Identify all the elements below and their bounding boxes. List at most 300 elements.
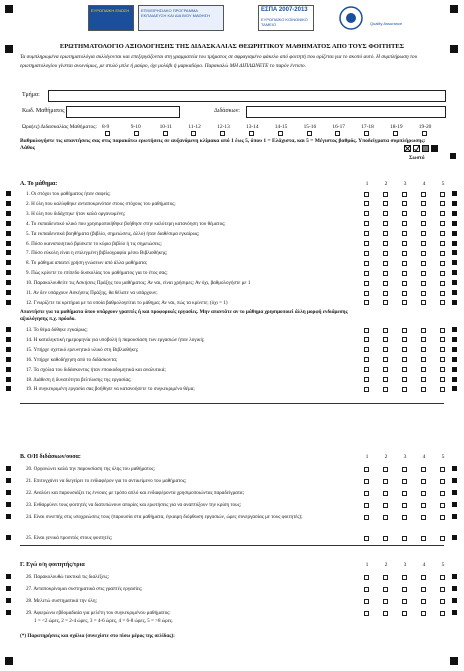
rating-checkbox[interactable] [402, 241, 407, 246]
rating-checkbox[interactable] [364, 192, 369, 197]
row-registration-mark [452, 250, 457, 255]
rating-checkbox[interactable] [402, 291, 407, 296]
hour-slot-checkbox[interactable] [364, 131, 369, 136]
department-label: Τμήμα: [22, 92, 40, 98]
rating-checkbox[interactable] [421, 611, 426, 616]
rating-checkbox[interactable] [440, 575, 445, 580]
rating-checkbox[interactable] [402, 587, 407, 592]
rating-checkbox[interactable] [364, 357, 369, 362]
section-divider [20, 403, 444, 404]
rating-checkbox[interactable] [383, 347, 388, 352]
rating-checkbox[interactable] [383, 300, 388, 305]
rating-checkbox[interactable] [383, 211, 388, 216]
rating-column-header: 3 [403, 562, 407, 568]
hour-slot-checkbox[interactable] [191, 131, 196, 136]
row-registration-mark [6, 357, 11, 362]
question-text: 12. Γνωρίζετε τα κριτήρια με τα οποία βαθμολογείται το μάθημα; Αν ναι, πώς τα κρίνετε; (όχι = 1) [26, 299, 228, 306]
hour-slot-label: 11-12 [188, 124, 201, 130]
row-registration-mark [6, 221, 11, 226]
question-text: 19. Η συγκεκριμένη εργασία σας βοήθησε να κατανοήσετε το συγκεκριμένο θέμα; [26, 386, 195, 393]
rating-checkbox[interactable] [440, 357, 445, 362]
rating-checkbox[interactable] [383, 611, 388, 616]
rating-checkbox[interactable] [364, 221, 369, 226]
rating-checkbox[interactable] [440, 479, 445, 484]
rating-checkbox[interactable] [402, 611, 407, 616]
hour-slot-label: 15-16 [303, 124, 317, 130]
rating-column-header: 1 [365, 181, 369, 187]
rating-checkbox[interactable] [383, 536, 388, 541]
row-registration-mark [6, 377, 11, 382]
rating-checkbox[interactable] [421, 300, 426, 305]
row-registration-mark [452, 357, 457, 362]
hour-slot-label: 9-10 [130, 124, 141, 130]
rating-checkbox[interactable] [440, 261, 445, 266]
rating-checkbox[interactable] [364, 536, 369, 541]
rating-checkbox[interactable] [421, 231, 426, 236]
hour-slot-label: 10-11 [159, 124, 172, 130]
row-registration-mark [6, 191, 11, 196]
row-registration-mark [6, 231, 11, 236]
row-registration-mark [452, 502, 457, 507]
question-text: 11. Αν δεν υπάρχουν Ασκήσεις Πράξης, θα θέλατε να υπάρχουν; [26, 290, 158, 296]
quality-seal-icon [338, 5, 364, 31]
row-registration-mark [452, 337, 457, 342]
row-registration-mark [452, 466, 457, 471]
rating-checkbox[interactable] [421, 281, 426, 286]
rating-checkbox[interactable] [440, 337, 445, 342]
row-registration-mark [6, 201, 11, 206]
instructor-label: Διδάσκων: [214, 108, 240, 114]
rating-checkbox[interactable] [421, 347, 426, 352]
question-text: 23. Ενθαρρύνει τους φοιτητές να διατυπώνουν απορίες και ερωτήσεις για να αναπτύξουν την κρίση τους; [26, 502, 242, 508]
eu-flag-logo [88, 5, 134, 31]
row-registration-mark [6, 598, 11, 603]
espa-logo [258, 5, 314, 31]
row-registration-mark [6, 270, 11, 275]
rating-checkbox[interactable] [402, 251, 407, 256]
hour-slot-checkbox[interactable] [335, 131, 340, 136]
rating-checkbox[interactable] [421, 515, 426, 520]
rating-checkbox[interactable] [364, 387, 369, 392]
row-registration-mark [6, 574, 11, 579]
row-registration-mark [6, 327, 11, 332]
rating-checkbox[interactable] [402, 300, 407, 305]
rating-checkbox[interactable] [440, 491, 445, 496]
rating-checkbox[interactable] [421, 241, 426, 246]
hour-slot-checkbox[interactable] [307, 131, 312, 136]
rating-checkbox[interactable] [402, 221, 407, 226]
row-registration-mark [6, 514, 11, 519]
rating-checkbox[interactable] [364, 377, 369, 382]
quality-text: Quality Assurance [370, 21, 403, 26]
study-hours-scale: 1 = <2 ώρες, 2 = 2-4 ώρες, 3 = 4-6 ώρες, 4 = 6-8 ώρες, 5 = >8 ώρες. [34, 618, 174, 624]
registration-mark [5, 657, 13, 665]
question-text: 4. Το εκπαιδευτικό υλικό που χρησιμοποιήθηκε βοήθησε στην καλύτερη κατανόηση του θέματος; [26, 220, 226, 227]
row-registration-mark [6, 280, 11, 285]
question-text: 17. Τα σχόλια του διδάσκοντος ήταν εποικοδομητικά και αναλυτικά; [26, 366, 166, 373]
question-text: 22. Αναλύει και παρουσιάζει τις έννοιες με τρόπο απλό και ενδιαφέροντα χρησιμοποιώντας παραδείγματα; [26, 490, 245, 496]
registration-mark [450, 5, 458, 13]
rating-checkbox[interactable] [421, 251, 426, 256]
rating-checkbox[interactable] [402, 261, 407, 266]
rating-checkbox[interactable] [421, 261, 426, 266]
rating-checkbox[interactable] [421, 599, 426, 604]
rating-checkbox[interactable] [383, 261, 388, 266]
rating-column-header: 5 [441, 181, 445, 187]
rating-checkbox[interactable] [383, 281, 388, 286]
rating-checkbox[interactable] [364, 479, 369, 484]
row-registration-mark [452, 574, 457, 579]
rating-checkbox[interactable] [364, 611, 369, 616]
rating-checkbox[interactable] [440, 328, 445, 333]
row-registration-mark [452, 191, 457, 196]
rating-checkbox[interactable] [440, 587, 445, 592]
rating-checkbox[interactable] [421, 467, 426, 472]
rating-instructions: Βαθμολογήστε τις απαντήσεις σας στις παρακάτω ερωτήσεις σε αυξανόμενη κλίμακα από 1 έως 5, όπου 1 = Ελάχιστα, και 5 = Μέγιστος βαθμός. Υποδείγματα συμπλήρωσης: Λάθος [20, 138, 426, 151]
rating-checkbox[interactable] [440, 231, 445, 236]
question-text: 21. Επιτυγχάνει να διεγείρει το ενδιαφέρον για το αντικείμενο του μαθήματος; [26, 478, 187, 484]
correct-example-label: Σωστό [409, 155, 425, 161]
row-registration-mark [452, 535, 457, 540]
rating-column-header: 3 [403, 454, 407, 460]
rating-checkbox[interactable] [440, 281, 445, 286]
rating-checkbox[interactable] [383, 221, 388, 226]
rating-checkbox[interactable] [364, 271, 369, 276]
programme-logo [138, 5, 224, 31]
registration-mark [450, 153, 456, 159]
rating-checkbox[interactable] [421, 575, 426, 580]
question-text: 9. Πώς κρίνετε το επίπεδο δυσκολίας του μαθήματος για το έτος σας; [26, 270, 168, 277]
rating-checkbox[interactable] [421, 367, 426, 372]
registration-mark [450, 45, 458, 53]
department-field[interactable] [48, 90, 446, 102]
section-heading: Α. Το μάθημα: [20, 181, 58, 187]
row-registration-mark [452, 260, 457, 265]
rating-column-header: 4 [422, 454, 426, 460]
rating-checkbox[interactable] [383, 467, 388, 472]
rating-checkbox[interactable] [364, 231, 369, 236]
rating-checkbox[interactable] [402, 281, 407, 286]
question-text: 10. Παρακολουθείτε τις Ασκήσεις Πράξης του μαθήματος; Αν ναι, είναι χρήσιμες; Αν όχι, βαθμολογήστε με 1 [26, 280, 251, 287]
hour-slot-checkbox[interactable] [278, 131, 283, 136]
rating-checkbox[interactable] [364, 328, 369, 333]
rating-checkbox[interactable] [440, 611, 445, 616]
rating-checkbox[interactable] [383, 192, 388, 197]
espa-text: ΕΣΠΑ 2007-2013 [261, 7, 308, 13]
row-registration-mark [6, 466, 11, 471]
rating-checkbox[interactable] [402, 377, 407, 382]
rating-checkbox[interactable] [402, 367, 407, 372]
course-code-label: Κωδ. Μαθήματος : [22, 108, 68, 114]
rating-checkbox[interactable] [383, 357, 388, 362]
rating-checkbox[interactable] [364, 241, 369, 246]
row-registration-mark [452, 586, 457, 591]
rating-column-header: 2 [384, 181, 388, 187]
eu-flag-text: ΕΥΡΩΠΑΪΚΗ ΕΝΩΣΗ [91, 8, 130, 13]
rating-checkbox[interactable] [364, 515, 369, 520]
row-registration-mark [6, 367, 11, 372]
instructor-field[interactable] [246, 106, 446, 118]
rating-checkbox[interactable] [402, 357, 407, 362]
rating-checkbox[interactable] [402, 467, 407, 472]
question-text: 27. Ανταποκρίνομαι συστηματικά στις γραπτές εργασίες; [26, 586, 143, 592]
rating-column-header: 3 [403, 181, 407, 187]
hour-slot-label: 17-18 [361, 124, 374, 130]
rating-checkbox[interactable] [440, 503, 445, 508]
question-text: 2. Η ύλη που καλύφθηκε ανταποκρινόταν στους στόχους του μαθήματος; [26, 200, 176, 207]
rating-checkbox[interactable] [364, 491, 369, 496]
row-registration-mark [6, 347, 11, 352]
hour-slot-checkbox[interactable] [105, 131, 110, 136]
rating-checkbox[interactable] [383, 291, 388, 296]
row-registration-mark [6, 586, 11, 591]
hour-slot-label: 18-19 [390, 124, 403, 130]
rating-checkbox[interactable] [421, 211, 426, 216]
row-registration-mark [6, 250, 11, 255]
rating-checkbox[interactable] [364, 599, 369, 604]
row-registration-mark [6, 300, 11, 305]
question-text: 15. Υπήρχε σχετικό ερευνητικό υλικό στη Βιβλιοθήκη; [26, 346, 139, 353]
rating-checkbox[interactable] [364, 211, 369, 216]
rating-checkbox[interactable] [421, 201, 426, 206]
rating-checkbox[interactable] [383, 241, 388, 246]
rating-checkbox[interactable] [402, 479, 407, 484]
row-registration-mark [452, 221, 457, 226]
rating-checkbox[interactable] [364, 337, 369, 342]
question-text: 18. Διάθεση ή δυνατότητα βελτίωσης της εργασίας; [26, 376, 132, 383]
hour-slot-label: 8-9 [102, 124, 110, 130]
rating-checkbox[interactable] [440, 241, 445, 246]
row-registration-mark [452, 231, 457, 236]
assignment-note: Απαντήστε για τα μαθήματα όπου υπάρχουν γραπτές ή και προφορικές εργασίες. Μην απαντάτε αν το μάθημα χρησιμοποιεί άλλη μορφή ενδιάμεσης αξιολόγησης π.χ. πρόοδο. [20, 309, 348, 322]
row-registration-mark [6, 241, 11, 246]
hour-slot-checkbox[interactable] [134, 131, 139, 136]
rating-checkbox[interactable] [440, 192, 445, 197]
question-text: 3. Η ύλη που διδάχτηκε ήταν καλά οργανωμένη; [26, 210, 126, 217]
comments-note: (*) Παρατηρήσεις και σχόλια (συνεχίστε στο πίσω μέρος της σελίδας): [20, 633, 175, 639]
row-registration-mark [6, 386, 11, 391]
rating-checkbox[interactable] [421, 377, 426, 382]
rating-checkbox[interactable] [440, 201, 445, 206]
rating-column-header: 5 [441, 454, 445, 460]
rating-checkbox[interactable] [364, 587, 369, 592]
question-text: 25. Είναι γενικά προσιτός στους φοιτητές; [26, 535, 113, 541]
rating-checkbox[interactable] [383, 479, 388, 484]
row-registration-mark [452, 610, 457, 615]
rating-checkbox[interactable] [402, 201, 407, 206]
rating-column-header: 4 [422, 562, 426, 568]
rating-checkbox[interactable] [383, 377, 388, 382]
rating-checkbox[interactable] [421, 271, 426, 276]
row-registration-mark [452, 514, 457, 519]
rating-checkbox[interactable] [440, 377, 445, 382]
rating-checkbox[interactable] [383, 328, 388, 333]
registration-mark [5, 45, 13, 53]
row-registration-mark [452, 300, 457, 305]
rating-checkbox[interactable] [421, 387, 426, 392]
rating-checkbox[interactable] [364, 261, 369, 266]
hour-slot-label: 13-14 [246, 124, 259, 130]
rating-checkbox[interactable] [440, 367, 445, 372]
rating-column-header: 1 [365, 454, 369, 460]
row-registration-mark [452, 377, 457, 382]
row-registration-mark [452, 490, 457, 495]
rating-checkbox[interactable] [402, 328, 407, 333]
rating-checkbox[interactable] [440, 467, 445, 472]
rating-checkbox[interactable] [421, 337, 426, 342]
rating-checkbox[interactable] [402, 503, 407, 508]
rating-checkbox[interactable] [440, 515, 445, 520]
rating-checkbox[interactable] [421, 479, 426, 484]
question-text: 29. Αφιερώνω εβδομαδιαία για μελέτη του συγκεκριμένου μαθήματος: [26, 610, 171, 616]
rating-checkbox[interactable] [421, 491, 426, 496]
hour-slot-checkbox[interactable] [393, 131, 398, 136]
hour-slot-label: 16-17 [332, 124, 345, 130]
rating-checkbox[interactable] [402, 211, 407, 216]
rating-checkbox[interactable] [440, 291, 445, 296]
rating-checkbox[interactable] [383, 271, 388, 276]
rating-checkbox[interactable] [402, 515, 407, 520]
rating-checkbox[interactable] [421, 221, 426, 226]
rating-checkbox[interactable] [383, 515, 388, 520]
rating-checkbox[interactable] [440, 387, 445, 392]
question-text: 14. Η καταληκτική ημερομηνία για υποβολή ή παρουσίαση των εργασιών ήταν λογική; [26, 336, 205, 343]
rating-checkbox[interactable] [440, 221, 445, 226]
question-text: 5. Τα εκπαιδευτικά βοηθήματα (βιβλίο, σημειώσεις, άλλο) ήταν διαθέσιμα εγκαίρως; [26, 230, 200, 237]
rating-checkbox[interactable] [364, 367, 369, 372]
rating-checkbox[interactable] [440, 271, 445, 276]
rating-checkbox[interactable] [421, 192, 426, 197]
rating-checkbox[interactable] [402, 599, 407, 604]
espa-subtext: ΕΥΡΩΠΑΪΚΟ ΚΟΙΝΩΝΙΚΟ ΤΑΜΕΙΟ [261, 17, 308, 27]
hour-slot-checkbox[interactable] [163, 131, 168, 136]
rating-checkbox[interactable] [383, 587, 388, 592]
rating-checkbox[interactable] [383, 387, 388, 392]
hour-slot-checkbox[interactable] [220, 131, 225, 136]
rating-checkbox[interactable] [383, 367, 388, 372]
question-text: 6. Πόσο ικανοποιητικό βρίσκετε το κύριο βιβλίο ή τις σημειώσεις; [26, 240, 162, 247]
example-marks-icon [404, 145, 438, 152]
rating-checkbox[interactable] [364, 467, 369, 472]
rating-checkbox[interactable] [402, 491, 407, 496]
rating-checkbox[interactable] [402, 575, 407, 580]
rating-checkbox[interactable] [440, 599, 445, 604]
registration-mark [450, 657, 458, 665]
row-registration-mark [6, 260, 11, 265]
section-divider [20, 545, 444, 546]
rating-checkbox[interactable] [383, 503, 388, 508]
hour-slot-label: 14-15 [274, 124, 288, 130]
programme-text: ΕΠΙΧΕΙΡΗΣΙΑΚΟ ΠΡΟΓΡΑΜΜΑ ΕΚΠΑΙΔΕΥΣΗ ΚΑΙ ΔΙΑ ΒΙΟΥ ΜΑΘΗΣΗ [141, 8, 210, 18]
rating-checkbox[interactable] [440, 536, 445, 541]
rating-checkbox[interactable] [402, 337, 407, 342]
registration-mark [5, 5, 13, 13]
rating-checkbox[interactable] [421, 536, 426, 541]
rating-checkbox[interactable] [383, 491, 388, 496]
section-heading: Β. Ο/Η διδάσκων/ουσα: [20, 454, 81, 460]
row-registration-mark [6, 290, 11, 295]
rating-column-header: 4 [422, 181, 426, 187]
rating-checkbox[interactable] [383, 201, 388, 206]
rating-checkbox[interactable] [421, 503, 426, 508]
quality-assurance-logo [338, 5, 442, 33]
rating-checkbox[interactable] [402, 271, 407, 276]
rating-checkbox[interactable] [364, 347, 369, 352]
row-registration-mark [6, 535, 11, 540]
rating-checkbox[interactable] [364, 300, 369, 305]
row-registration-mark [452, 241, 457, 246]
rating-checkbox[interactable] [383, 599, 388, 604]
row-registration-mark [6, 610, 11, 615]
form-instructions: Τα συμπληρωμένα ερωτηματολόγια συλλέγονται και επεξεργάζονται στη γραμματεία του τμήματος σε σφραγισμένο φάκελο από φοιτητή που ορίζεται για το σκοπό αυτό. Η συμπλήρωση του ερωτηματολογίου γίνεται ανωνύμως, με στυλό μπλε ή μαύρο, όχι μολύβι ή μαρκαδόρο. Παρακαλώ ΜΗ ΔΙΠΛΩΝΕΤΕ το παρόν έντυπο. [20, 54, 418, 69]
row-registration-mark [452, 270, 457, 275]
rating-checkbox[interactable] [364, 281, 369, 286]
rating-checkbox[interactable] [383, 231, 388, 236]
rating-checkbox[interactable] [402, 387, 407, 392]
hour-slot-label: 12-13 [217, 124, 230, 130]
rating-column-header: 2 [384, 454, 388, 460]
row-registration-mark [6, 502, 11, 507]
rating-checkbox[interactable] [421, 291, 426, 296]
rating-checkbox[interactable] [364, 251, 369, 256]
rating-checkbox[interactable] [383, 251, 388, 256]
course-code-field[interactable] [66, 106, 180, 118]
rating-column-header: 2 [384, 562, 388, 568]
rating-checkbox[interactable] [364, 575, 369, 580]
row-registration-mark [452, 327, 457, 332]
row-registration-mark [452, 211, 457, 216]
row-registration-mark [452, 290, 457, 295]
row-registration-mark [452, 280, 457, 285]
hour-slot-checkbox[interactable] [249, 131, 254, 136]
rating-checkbox[interactable] [364, 201, 369, 206]
question-text: 8. Το μάθημα απαιτεί χρήση γνώσεων από άλλα μαθήματα; [26, 260, 148, 267]
hour-slot-label: 19-20 [418, 124, 432, 130]
row-registration-mark [452, 478, 457, 483]
question-text: 24. Είναι συνεπής στις υποχρεώσεις τους (παρουσία στα μαθήματα, έγκαιρη διόρθωση εργασιών, ώρες συνεργασίας με τους φοιτητές); [26, 514, 303, 520]
rating-checkbox[interactable] [440, 251, 445, 256]
rating-checkbox[interactable] [421, 357, 426, 362]
rating-column-header: 1 [365, 562, 369, 568]
rating-checkbox[interactable] [402, 192, 407, 197]
row-registration-mark [452, 347, 457, 352]
question-text: 28. Μελετώ συστηματικά την ύλη; [26, 598, 97, 604]
rating-checkbox[interactable] [364, 503, 369, 508]
rating-checkbox[interactable] [440, 347, 445, 352]
teaching-hours-label: Ώρα(ες) Διδασκαλίας Μαθήματος: [22, 124, 97, 130]
row-registration-mark [452, 367, 457, 372]
rating-checkbox[interactable] [402, 347, 407, 352]
rating-checkbox[interactable] [383, 575, 388, 580]
rating-checkbox[interactable] [383, 337, 388, 342]
question-text: 20. Οργανώνει καλά την παρουσίαση της ύλης του μαθήματος; [26, 466, 155, 472]
section-heading: Γ. Εγώ ο/η φοιτητής/τρια [20, 562, 85, 568]
hour-slot-checkbox[interactable] [422, 131, 427, 136]
rating-checkbox[interactable] [440, 211, 445, 216]
rating-checkbox[interactable] [421, 587, 426, 592]
row-registration-mark [452, 598, 457, 603]
form-title: ΕΡΩΤΗΜΑΤΟΛΟΓΙΟ ΑΞΙΟΛΟΓΗΣΗΣ ΤΗΣ ΔΙΔΑΣΚΑΛΙΑΣ ΘΕΩΡΗΤΙΚΟΥ ΜΑΘΗΜΑΤΟΣ ΑΠΟ ΤΟΥΣ ΦΟΙΤΗΤΕΣ [59, 43, 405, 50]
rating-checkbox[interactable] [402, 231, 407, 236]
rating-checkbox[interactable] [421, 328, 426, 333]
rating-checkbox[interactable] [440, 300, 445, 305]
rating-checkbox[interactable] [402, 536, 407, 541]
question-text: 7. Πόσο εύκολη είναι η επιλεγμένη βιβλιογραφία μέσω Βιβλιοθήκης; [26, 250, 168, 257]
rating-checkbox[interactable] [364, 291, 369, 296]
row-registration-mark [452, 201, 457, 206]
question-text: 16. Υπήρχε καθοδήγηση από το διδάσκοντα; [26, 356, 118, 363]
row-registration-mark [6, 490, 11, 495]
